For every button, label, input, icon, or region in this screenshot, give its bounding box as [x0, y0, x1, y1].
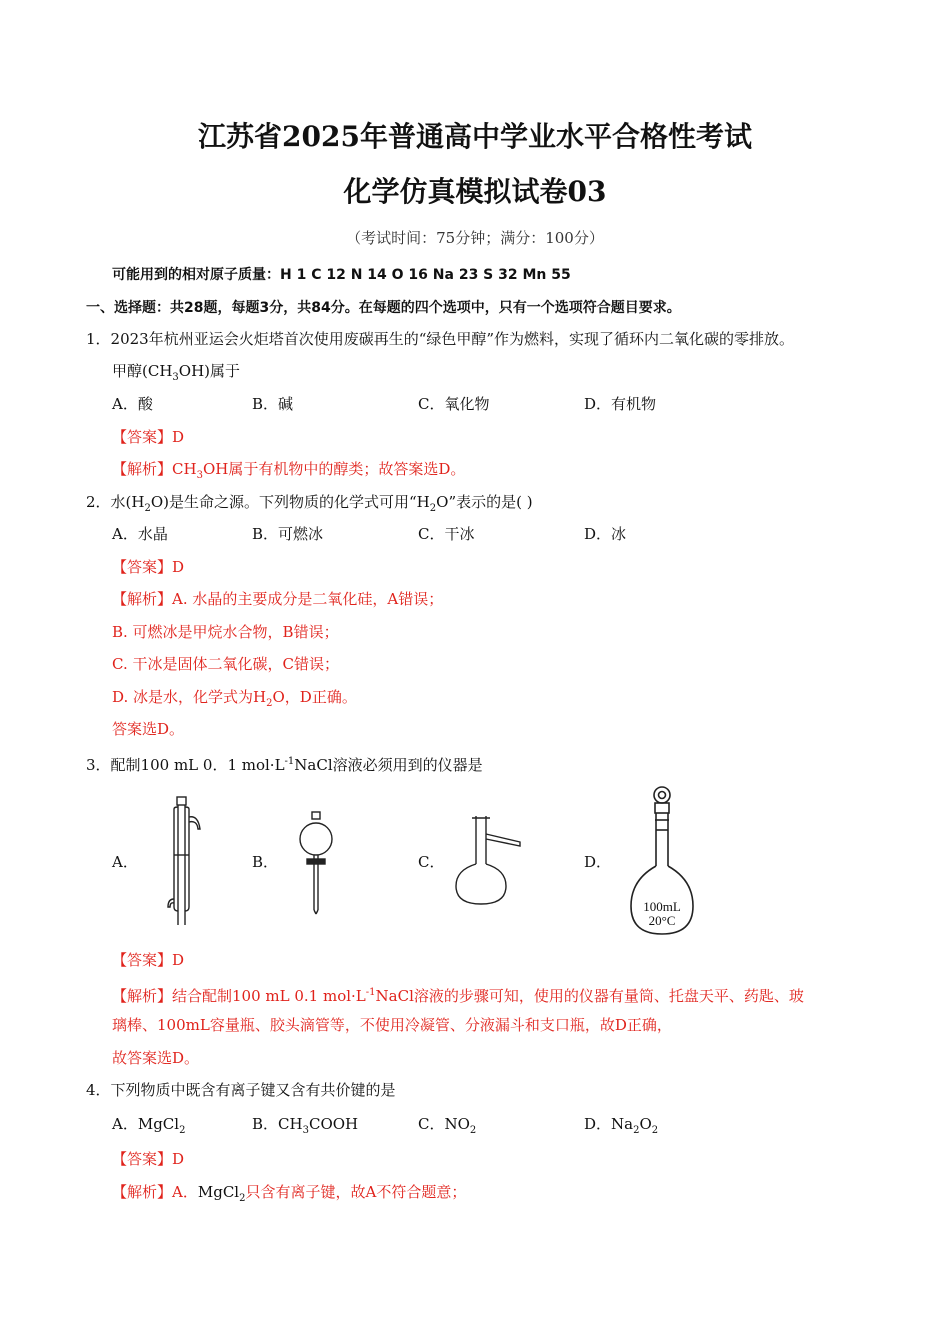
section-heading: 一、选择题：共28题，每题3分，共84分。在每题的四个选项中，只有一个选项符合题目要求。 [86, 300, 681, 316]
q4-answer: 【答案】D [112, 1150, 185, 1168]
q3-option-c: C． [418, 853, 445, 871]
q3-option-b: B． [252, 853, 279, 871]
q3-option-d: D． [584, 853, 612, 871]
q1-answer: 【答案】D [112, 428, 185, 446]
q3-analysis-1: 【解析】结合配制100 mL 0.1 $mol\cdot L^{-1}NaCl$溶液的步骤可知，使用的仪器有量筒、托盘天平、药匙、玻 [112, 987, 804, 1005]
q4-option-d: D．$Na_2O_2$ [584, 1115, 659, 1136]
q1-option-b: B．碱 [252, 395, 294, 413]
q2-option-d: D．冰 [584, 525, 627, 543]
q1-option-d: D．有机物 [584, 395, 657, 413]
q1-analysis: 【解析】$CH_3OH$属于有机物中的醇类；故答案选D。 [112, 460, 466, 481]
q3-answer: 【答案】D [112, 951, 185, 969]
page-title: 江苏省2025年普通高中学业水平合格性考试 [198, 120, 752, 153]
q2-analysis-5: 答案选D。 [112, 720, 185, 738]
q1-option-c: C．氧化物 [418, 395, 490, 413]
q2-option-b: B．可燃冰 [252, 525, 324, 543]
q4-option-a: A．MgCl$_2$ [112, 1115, 186, 1136]
q3-analysis-3: 故答案选D。 [112, 1049, 200, 1067]
side-arm-flask-image [452, 812, 524, 907]
flask-label-volume: 100mL [643, 899, 681, 914]
q2-answer: 【答案】D [112, 558, 185, 576]
exam-info: （考试时间：75分钟；满分：100分） [346, 229, 604, 247]
q1-stem-line1: 1．2023年杭州亚运会火炬塔首次使用废碳再生的“绿色甲醇”作为燃料，实现了循环内二氧化碳的零排放。 [86, 330, 795, 348]
q3-analysis-2: 璃棒、100mL容量瓶、胶头滴管等，不使用冷凝管、分液漏斗和支口瓶，故D正确， [112, 1016, 672, 1034]
q3-option-a: A． [112, 853, 138, 871]
q2-option-a: A．水晶 [112, 525, 168, 543]
flask-label-temp: 20°C [648, 913, 676, 928]
q4-option-b: B．$CH_3COOH$ [252, 1115, 359, 1136]
q4-stem: 4．下列物质中既含有离子键又含有共价键的是 [86, 1081, 396, 1099]
q2-option-c: C．干冰 [418, 525, 475, 543]
q2-analysis-3: C. 干冰是固体二氧化碳，C错误； [112, 655, 339, 673]
q2-analysis-1: 【解析】A. 水晶的主要成分是二氧化硅，A错误； [112, 590, 444, 608]
q2-stem: 2．水$(H_2O)$是生命之源。下列物质的化学式可用“$H_2O$”表示的是( ) [86, 493, 533, 514]
q3-stem: 3．配制100 mL 0．1 $mol\cdot L^{-1}NaCl$溶液必须用到的仪器是 [86, 756, 483, 774]
q1-option-a: A．酸 [112, 395, 153, 413]
condenser-image [160, 795, 205, 927]
q4-analysis-1: 【解析】A．MgCl$_2$只含有离子键，故A不符合题意； [112, 1183, 467, 1204]
separatory-funnel-image [296, 810, 336, 916]
q1-stem-line2: 甲醇$(CH_3OH)$属于 [112, 362, 241, 383]
q2-analysis-4: D. 冰是水，化学式为$H_2O$，D正确。 [112, 688, 357, 709]
page-subtitle: 化学仿真模拟试卷03 [343, 175, 607, 208]
atomic-masses: 可能用到的相对原子质量：H 1 C 12 N 14 O 16 Na 23 S 32 Mn 55 [112, 267, 571, 283]
q2-analysis-2: B. 可燃冰是甲烷水合物，B错误； [112, 623, 339, 641]
q4-option-c: C．$NO_2$ [418, 1115, 477, 1136]
